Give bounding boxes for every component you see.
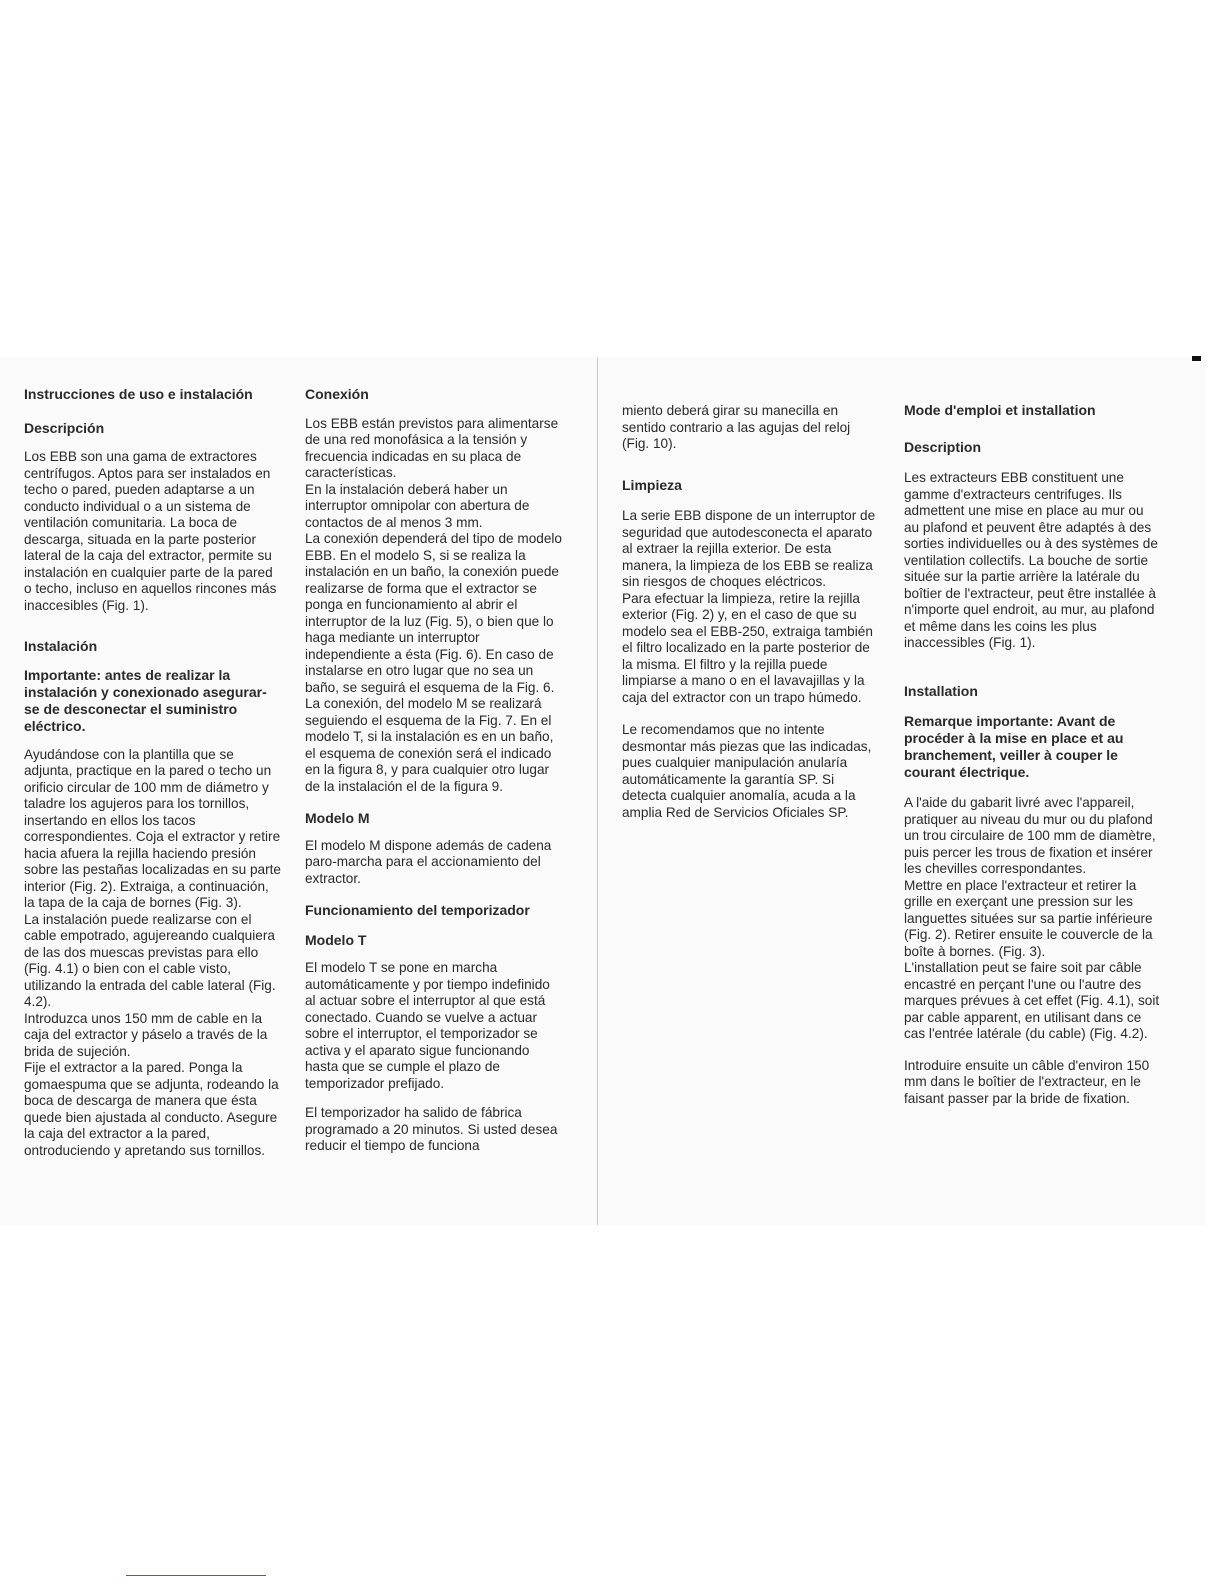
- column-french: [904, 402, 1160, 1107]
- paragraph-instalacion-4: Fije el extractor a la pared. Ponga la gomaespuma que se adjunta, rodeando la boca de descarga de manera que ésta quede bien ajustada al conducto. Asegure la caja del extractor a la pared, ontroduciendo y apretando sus tornillos.: [24, 1060, 279, 1158]
- paragraph-limpieza-1: La serie EBB dispone de un interruptor de seguridad que autodesconecta el aparato al extraer la rejilla exterior. De esta manera, la limpieza de los EBB se realiza sin riesgos de choques eléctricos.: [622, 508, 876, 589]
- heading-instalacion: Instalación: [24, 638, 98, 654]
- column-spanish-2: [305, 386, 562, 1155]
- heading-descripcion: Descripción: [24, 419, 105, 436]
- stray-underline: [126, 1575, 266, 1576]
- paragraph-conexion-2: En la instalación deberá haber un interruptor omnipolar con abertura de contactos de al menos 3 mm.: [305, 481, 530, 530]
- paragraph-conexion-1: Los EBB están previstos para alimentarse de una red monofásica a la tensión y frecuencia indicadas en su placa de características.: [305, 415, 559, 480]
- important-notice: Importante: antes de realizar la instalación y conexionado asegurar-se de desconectar el suministro eléctrico.: [24, 666, 267, 734]
- paragraph-instalacion-2: La instalación puede realizarse con el cable empotrado, agujereando cualquiera de las dos muescas previstas para ello (Fig. 4.1) o bien con el cable visto, utilizando la entrada del cable lateral (Fig. 4.2).: [24, 911, 276, 1009]
- heading-modelo-m: Modelo M: [305, 810, 370, 826]
- scan-edge-mark: [1192, 356, 1201, 361]
- paragraph-recomendamos: Le recomendamos que no intente desmontar más piezas que las indicadas, pues cualquier manipulación anularía automáticamente la garantía SP. Si detecta cualquier anomalía, acuda a la amplia Red de Servicios Oficiales SP.: [622, 722, 872, 820]
- paragraph-modelo-m: El modelo M dispone además de cadena paro-marcha para el accionamiento del extractor.: [305, 837, 552, 886]
- heading-installation: Installation: [904, 682, 978, 699]
- paragraph-conexion-3: La conexión dependerá del tipo de modelo EBB. En el modelo S, si se realiza la instalación en un baño, la conexión puede realizarse de forma que el extractor se ponga en funcionamiento al abrir el interruptor de la luz (Fig. 5), o bien que lo haga mediante un interruptor independiente a ésta (Fig. 6). En caso de instalarse en otro lugar que no sea un baño, se seguirá el esquema de la Fig. 6. La conexión, del modelo M se realizará seguiendo el esquema de la Fig. 7. En el modelo T, si la instalación es en un baño, el esquema de conexión será el indicado en la figura 8, y para cualquier otro lugar de la instalación el de la figura 9.: [305, 531, 562, 794]
- heading-temporizador: Funcionamiento del temporizador: [305, 902, 530, 918]
- important-notice-french: Remarque importante: Avant de procéder à la mise en place et au branchement, veiller à couper le courant électrique.: [904, 713, 1124, 780]
- paragraph-installation-4: Introduire ensuite un câble d'environ 150 mm dans le boîtier de l'extracteur, en le faisant passer par la bride de fixation.: [904, 1057, 1150, 1106]
- heading-description: Description: [904, 438, 982, 455]
- section-title-french: Mode d'emploi et installation: [904, 402, 1096, 418]
- column-spanish-1: [24, 386, 282, 1159]
- heading-limpieza: Limpieza: [622, 476, 682, 493]
- paragraph-temporizador: El temporizador ha salido de fábrica programado a 20 minutos. Si usted desea reducir el tiempo de funciona: [305, 1105, 558, 1153]
- paragraph-limpieza-2: Para efectuar la limpieza, retire la rejilla exterior (Fig. 2) y, en el caso de que su modelo sea el EBB-250, extraiga también el filtro localizado en la parte posterior de la misma. El filtro y la rejilla puede limpiarse a mano o en el lavavajillas y la caja del extractor con un trapo húmedo.: [622, 590, 873, 705]
- paragraph-installation-1: A l'aide du gabarit livré avec l'appareil, pratiquer au niveau du mur ou du plafond un trou circulaire de 100 mm de diamètre, puis percer les trous de fixation et insérer les chevilles correspondantes.: [904, 795, 1156, 876]
- paragraph-instalacion-3: Introduzca unos 150 mm de cable en la caja del extractor y páselo a través de la brida de sujeción.: [24, 1010, 268, 1059]
- paragraph-instalacion-1: Ayudándose con la plantilla que se adjunta, practique en la pared o techo un orificio circular de 100 mm de diámetro y taladre los agujeros para los tornillos, insertando en ellos los tacos correspondientes. Coja el extractor y retire hacia afuera la rejilla haciendo presión sobre las pestañas localizadas en su parte interior (Fig. 2). Extraiga, a continuación, la tapa de la caja de bornes (Fig. 3).: [24, 746, 281, 910]
- center-fold-line: [597, 357, 598, 1225]
- paragraph-modelo-t: El modelo T se pone en marcha automáticamente y por tiempo indefinido al actuar sobre el interruptor al que está conectado. Cuando se vuelve a actuar sobre el interruptor, el temporizador se activa y el aparato sigue funcionando hasta que se cumple el plazo de temporizador prefijado.: [305, 960, 550, 1091]
- column-spanish-3: [622, 403, 880, 821]
- paragraph-descripcion: Los EBB son una gama de extractores centrífugos. Aptos para ser instalados en techo o pared, pueden adaptarse a un conducto individual o a un sistema de ventilación comunitaria. La boca de descarga, situada en la parte posterior lateral de la caja del extractor, permite su instalación en cualquier parte de la pared o techo, incluso en aquellos rincones más inaccesibles (Fig. 1).: [24, 449, 277, 613]
- paragraph-installation-2: Mettre en place l'extracteur et retirer la grille en exerçant une pression sur les languettes situées sur sa partie inférieure (Fig. 2). Retirer ensuite le couvercle de la boîte à bornes. (Fig. 3).: [904, 877, 1153, 959]
- section-title: Instrucciones de uso e instalación: [24, 386, 253, 402]
- paragraph-installation-3: L'installation peut se faire soit par câble encastré en perçant l'une ou l'autre des marques prévues à cet effet (Fig. 4.1), soit par cable apparent, en utilisant dans ce cas l'entrée latérale (du cable) (Fig. 4.2).: [904, 960, 1160, 1041]
- paragraph-continuation: miento deberá girar su manecilla en sentido contrario a las agujas del reloj (Fig. 10).: [622, 403, 851, 451]
- heading-modelo-t: Modelo T: [305, 931, 367, 948]
- paragraph-description: Les extracteurs EBB constituent une gamme d'extracteurs centrifuges. Ils admettent une mise en place au mur ou au plafond et peuvent être adaptés à des sorties individuelles ou à des systèmes de ventilation collectifs. La bouche de sortie située sur la partie arrière la latérale du boîtier de l'extracteur, peut être installée à n'importe quel endroit, au mur, au plafond et même dans les coins les plus inaccessibles (Fig. 1).: [904, 470, 1158, 650]
- heading-conexion: Conexión: [305, 386, 369, 402]
